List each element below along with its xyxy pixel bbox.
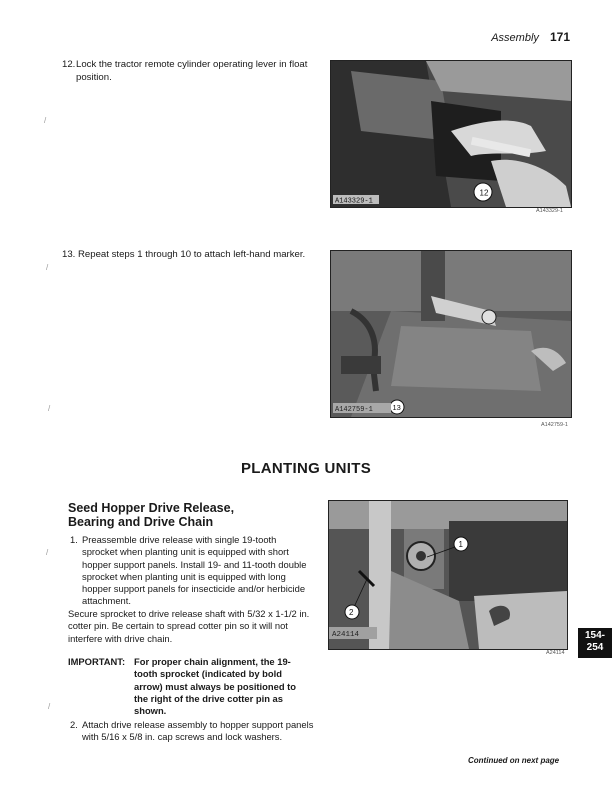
- callout-1: 1: [458, 540, 463, 549]
- header-section: Assembly: [491, 32, 539, 44]
- figure-id: A24114: [546, 650, 565, 656]
- page-number: 171: [549, 30, 570, 44]
- side-tab-line-1: 154-: [584, 630, 605, 641]
- figure-drive-release-photo: [328, 500, 568, 650]
- important-label: IMPORTANT:: [68, 656, 126, 667]
- figure-id: A143329-1: [536, 208, 563, 214]
- step-text: Attach drive release assembly to hopper support panels with 5/16 x 5/8 in. cap screws and lock washers.: [82, 719, 314, 743]
- continued-note: Continued on next page: [468, 756, 560, 765]
- subsection-line-1: Seed Hopper Drive Release,: [68, 501, 235, 515]
- side-tab-line-2: 254: [586, 642, 604, 653]
- margin-mark: /: [46, 263, 49, 272]
- callout-13: 13: [392, 403, 401, 412]
- step-text: Preassemble drive release with single 19-tooth sprocket when planting unit is equipped with short hopper support panels. Install 19- and 11-tooth double sprocket when planting unit is equipped with long hopper support panels for insecticide and/or herbicide attachment.: [82, 534, 307, 607]
- section-title: PLANTING UNITS: [240, 460, 372, 477]
- planting-step-1: [70, 534, 314, 608]
- margin-mark: /: [44, 116, 47, 125]
- margin-mark: /: [46, 548, 49, 557]
- figure-id: A142759-1: [541, 422, 568, 428]
- step-number: 12.: [62, 59, 76, 70]
- callout-2: 2: [349, 608, 354, 617]
- figure-tractor-lever-photo: [330, 60, 572, 208]
- figure-stamp: A24114: [332, 631, 360, 639]
- margin-mark: /: [48, 702, 51, 711]
- subsection-heading: [68, 501, 328, 529]
- important-text: For proper chain alignment, the 19-tooth sprocket (indicated by bold arrow) must always be positioned to the right of the drive cotter pin as shown.: [134, 656, 297, 717]
- planting-step-2: [70, 719, 314, 744]
- subsection-line-2: Bearing and Drive Chain: [68, 515, 214, 529]
- step-number: 1.: [70, 534, 78, 545]
- figure-stamp: A142759-1: [335, 406, 373, 414]
- step-number: 13.: [62, 249, 76, 260]
- side-tab: [578, 628, 612, 658]
- callout-12: 12: [479, 188, 489, 198]
- step-number: 2.: [70, 719, 78, 730]
- margin-mark: /: [48, 404, 51, 413]
- secure-paragraph: Secure sprocket to drive release shaft with 5/32 x 1-1/2 in. cotter pin. Be certain to spread cotter pin so it will not interfere with drive chain.: [68, 608, 310, 644]
- figure-marker-photo: [330, 250, 572, 418]
- step-12: [62, 59, 312, 84]
- step-text: Lock the tractor remote cylinder operating lever in float position.: [76, 59, 308, 83]
- step-13: [62, 249, 312, 262]
- page-header: [491, 30, 570, 44]
- step-text: Repeat steps 1 through 10 to attach left-hand marker.: [78, 249, 306, 260]
- figure-stamp: A143329-1: [335, 197, 373, 206]
